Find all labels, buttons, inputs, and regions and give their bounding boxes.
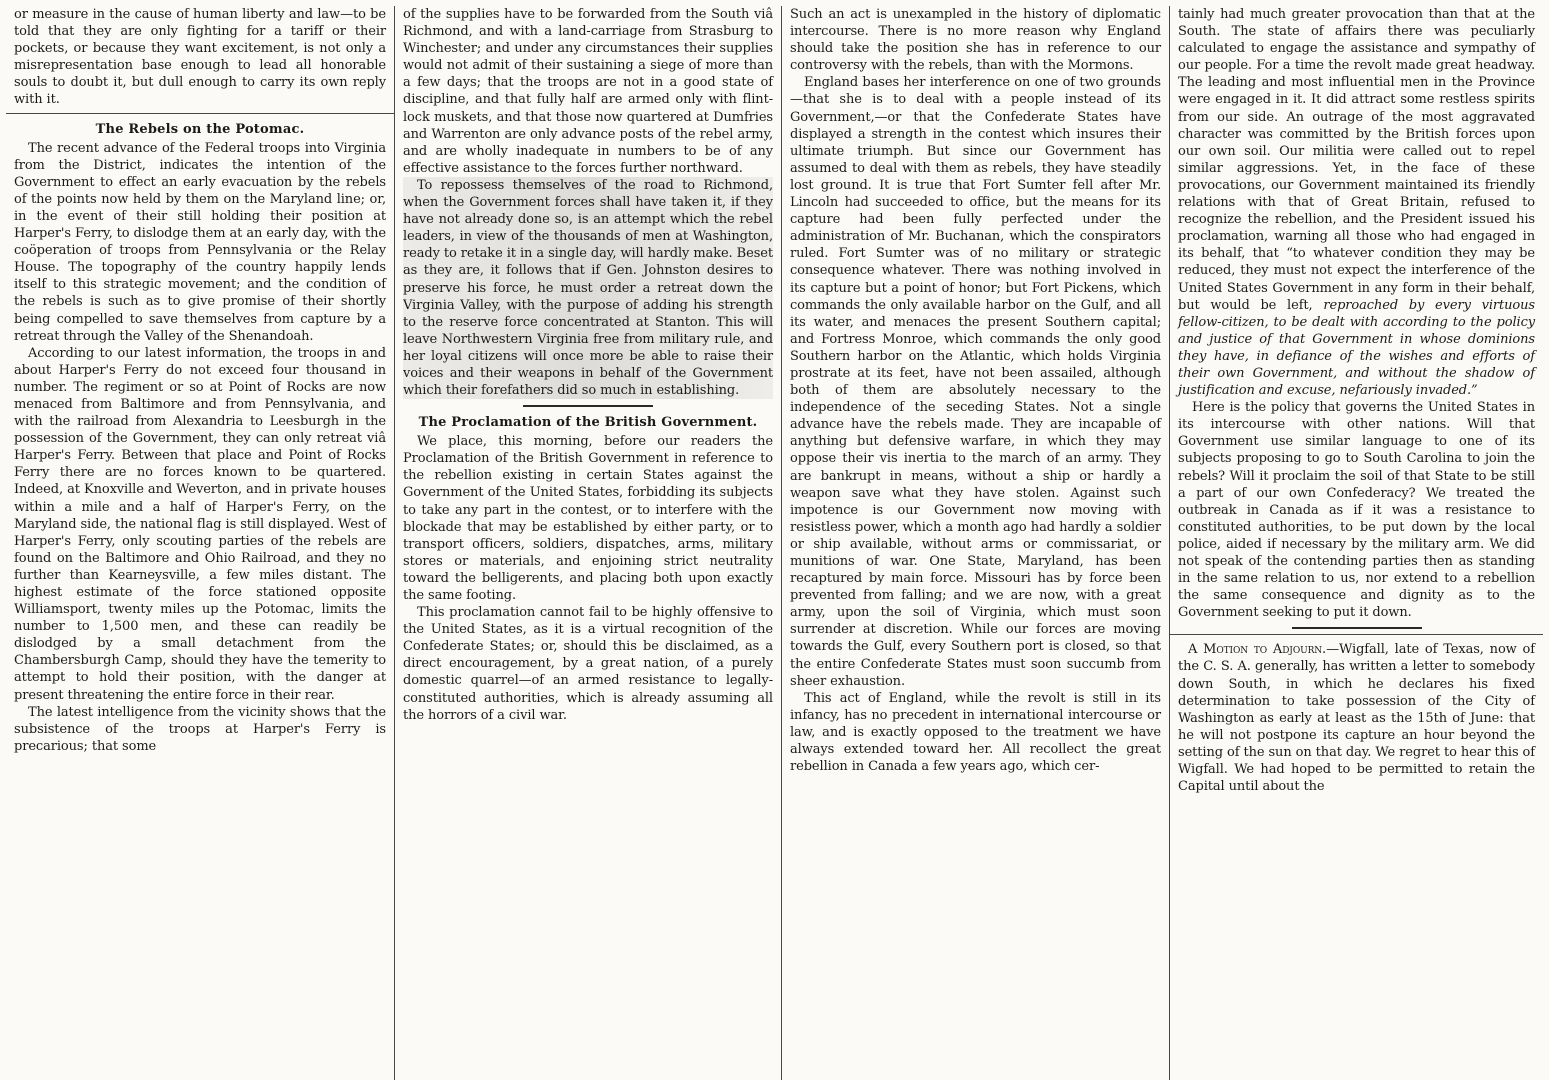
column-2 bbox=[394, 6, 781, 1080]
article-paragraph: Here is the policy that governs the United States in its intercourse with other nations. Will that Government use similar language to one of its subjects proposing to go to South Carolina to join the rebels? Will it proclaim the soil of that State to be still a part of our own Confederacy? We treated the outbreak in Canada as if it was a resistance to constituted authorities, to be put down by the local police, aided if necessary by the military arm. We did not speak of the contending parties then as standing in the same relation to us, nor extend to a rebellion the same consequence and dignity as to the Government seeking to put it down. bbox=[1178, 400, 1535, 621]
article-heading-british-proclamation: The Proclamation of the British Government. bbox=[418, 415, 758, 431]
motion-to-adjourn-item bbox=[1178, 641, 1535, 795]
column-divider-rule bbox=[1170, 634, 1543, 635]
article-paragraph: We place, this morning, before our readers the Proclamation of the British Government in reference to the rebellion existing in certain States against the Government of the United States, forbidding its subjects to take any part in the contest, or to interfere with the blockade that may be established by either party, or to transport officers, soldiers, dispatches, arms, military stores or materials, and enjoining strict neutrality toward the belligerents, and placing both upon exactly the same footing. bbox=[403, 434, 773, 603]
article-continuation-paragraph bbox=[1178, 6, 1535, 399]
item-lead-in: A Motion to Adjourn. bbox=[1188, 642, 1327, 658]
article-paragraph: This proclamation cannot fail to be highly offensive to the United States, as it is a virtual recognition of the Confederate States; or, should this be disclaimed, as a direct encouragement, by a great nation, of a purely domestic quarrel—of an armed resistance to legally-constituted authorities, which is already assuming all the horrors of a civil war. bbox=[403, 605, 773, 723]
article-paragraph bbox=[1178, 641, 1535, 795]
article-continuation-paragraph: Such an act is unexampled in the history of diplomatic intercourse. There is no more reason why England should take the position she has in reference to our controversy with the rebels, than with the Mormons. bbox=[790, 7, 1161, 74]
continuation-text: tainly had much greater provocation than that at the South. The state of affairs there was peculiarly calculated to engage the assistance and sympathy of our people. For a time the revolt made great headway. The leading and most influential men in the Province were engaged in it. It did attract some restless spirits from our side. An outrage of the most aggravated character was committed by the British forces upon our own soil. Our militia were called out to repel similar aggressions. Yet, in the face of these provocations, our Government maintained its friendly relations with that of Great Britain, refused to recognize the rebellion, and the President issued his proclamation, warning all those who had engaged in its behalf, that “to whatever condition they may be reduced, they must not expect the interference of the United States Government in any form in their behalf, but would be left, bbox=[1178, 7, 1535, 313]
article-paragraph: England bases her interference on one of two grounds—that she is to deal with a people instead of its Government,—or that the Confederate States have displayed a strength in the contest which insures their ultimate triumph. But since our Government has assumed to deal with them as rebels, they have steadily lost ground. It is true that Fort Sumter fell after Mr. Lincoln had succeeded to office, but the means for its capture had been fully perfected under the administration of Mr. Buchanan, which the conspirators ruled. Fort Sumter was of no military or strategic consequence whatever. There was nothing involved in its capture but a point of honor; but Fort Pickens, which commands the only available harbor on the Gulf, and all its water, and menaces the present Southern capital; and Fortress Monroe, which commands the only good Southern harbor on the Atlantic, which holds Virginia prostrate at its feet, have not been assailed, although both of them are absolutely necessary to the independence of the seceding States. Not a single advance have the rebels made. They are incapable of anything but defensive warfare, in which they may oppose their vis inertia to the march of an army. They are bankrupt in means, without a ship or hardly a weapon save what they have stolen. Against such impotence is our Government now moving with resistless power, which a month ago had hardly a soldier or ship available, without arms or commissariat, or munitions of war. One State, Maryland, has been recaptured by main force. Missouri has by force been prevented from falling; and we are now, with a great army, upon the soil of Virginia, which must soon surrender at discretion. While our forces are moving towards the Gulf, every Southern port is closed, so that the entire Confederate States must soon succumb from sheer exhaustion. bbox=[790, 75, 1161, 689]
article-continuation-paragraph: of the supplies have to be forwarded from the South viâ Richmond, and with a land-carriage from Strasburg to Winchester; and under any circumstances their supplies would not admit of their sustaining a siege of more than a few days; that the troops are not in a good state of discipline, and that fully half are armed only with flint-lock muskets, and that those now quartered at Dumfries and Warrenton are only advance posts of the rebel army, and are wholly inadequate in numbers to be of any effective assistance to the forces further northward. bbox=[403, 7, 773, 176]
italic-quotation: reproached by every virtuous fellow-citizen, to be dealt with according to the policy and justice of that Government in whose dominions they have, in defiance of the wishes and efforts of their own Government, and without the shadow of justification and excuse, nefariously invaded.” bbox=[1178, 297, 1535, 399]
article-paragraph: The latest intelligence from the vicinity shows that the subsistence of the troops at Harper's Ferry is precarious; that some bbox=[14, 704, 386, 754]
article-continuation-paragraph: or measure in the cause of human liberty and law—to be told that they are only fighting for a tariff or their pockets, or because they want excitement, is not only a misrepresentation base enough to lead all honorable souls to doubt it, but dull enough to carry its own reply with it. bbox=[14, 7, 386, 108]
item-text: —Wigfall, late of Texas, now of the C. S. A. generally, has written a letter to somebody down South, in which he declares his fixed determination to take possession of the City of Washington as early at least as the 15th of June: that he will not postpone its capture an hour beyond the setting of the sun on that day. We regret to hear this of Wigfall. We had hoped to be permitted to retain the Capital until about the bbox=[1178, 642, 1535, 795]
article-paragraph: According to our latest information, the troops in and about Harper's Ferry do not exceed four thousand in number. The regiment or so at Point of Rocks are now menaced from Baltimore and from Pennsylvania, and with the railroad from Alexandria to Leesburgh in the possession of the Government, they can only retreat viâ Harper's Ferry. Between that place and Point of Rocks Ferry there are no forces known to be quartered. Indeed, at Knoxville and Weverton, and in private houses within a mile and a half of Harper's Ferry, on the Maryland side, the national flag is still displayed. West of Harper's Ferry, only scouting parties of the rebels are found on the Baltimore and Ohio Railroad, and they no further than Kearneysville, a few miles distant. The highest estimate of the force stationed opposite Williamsport, twenty miles up the Potomac, limits the number to 1,500 men, and these can readily be dislodged by a small detachment from the Chambersburgh Camp, should they have the temerity to attempt to hold their position, with the danger at present threatening the entire force in their rear. bbox=[14, 345, 386, 703]
column-4 bbox=[1169, 6, 1543, 1080]
column-1 bbox=[6, 6, 394, 1080]
column-divider-rule bbox=[6, 113, 394, 114]
article-paragraph: To repossess themselves of the road to Richmond, when the Government forces shall have taken it, if they have not already done so, is an attempt which the rebel leaders, in view of the thousands of men at Washington, ready to retake it in a single day, will hardly make. Beset as they are, it follows that if Gen. Johnston desires to preserve his force, he must order a retreat down the Virginia Valley, with the purpose of adding his strength to the reserve force concentrated at Stanton. This will leave Northwestern Virginia free from military rule, and her loyal citizens will once more be able to raise their voices and their weapons in behalf of the Government which their forefathers did so much in establishing. bbox=[403, 177, 773, 399]
section-rule bbox=[1292, 627, 1422, 629]
article-heading-rebels-potomac: The Rebels on the Potomac. bbox=[95, 121, 305, 137]
article-paragraph: The recent advance of the Federal troops into Virginia from the District, indicates the intention of the Government to effect an early evacuation by the rebels of the points now held by them on the Maryland line; or, in the event of their still holding their position at Harper's Ferry, to dislodge them at an early day, with the coöperation of troops from Pennsylvania or the Relay House. The topography of the country happily lends itself to this strategic movement; and the condition of the rebels is such as to give promise of their shortly being compelled to save themselves from capture by a retreat through the Valley of the Shenandoah. bbox=[14, 140, 386, 344]
column-3 bbox=[781, 6, 1169, 1080]
section-rule bbox=[523, 405, 653, 407]
article-paragraph: This act of England, while the revolt is still in its infancy, has no precedent in international intercourse or law, and is exactly opposed to the treatment we have always extended toward her. All recollect the great rebellion in Canada a few years ago, which cer- bbox=[790, 690, 1161, 775]
